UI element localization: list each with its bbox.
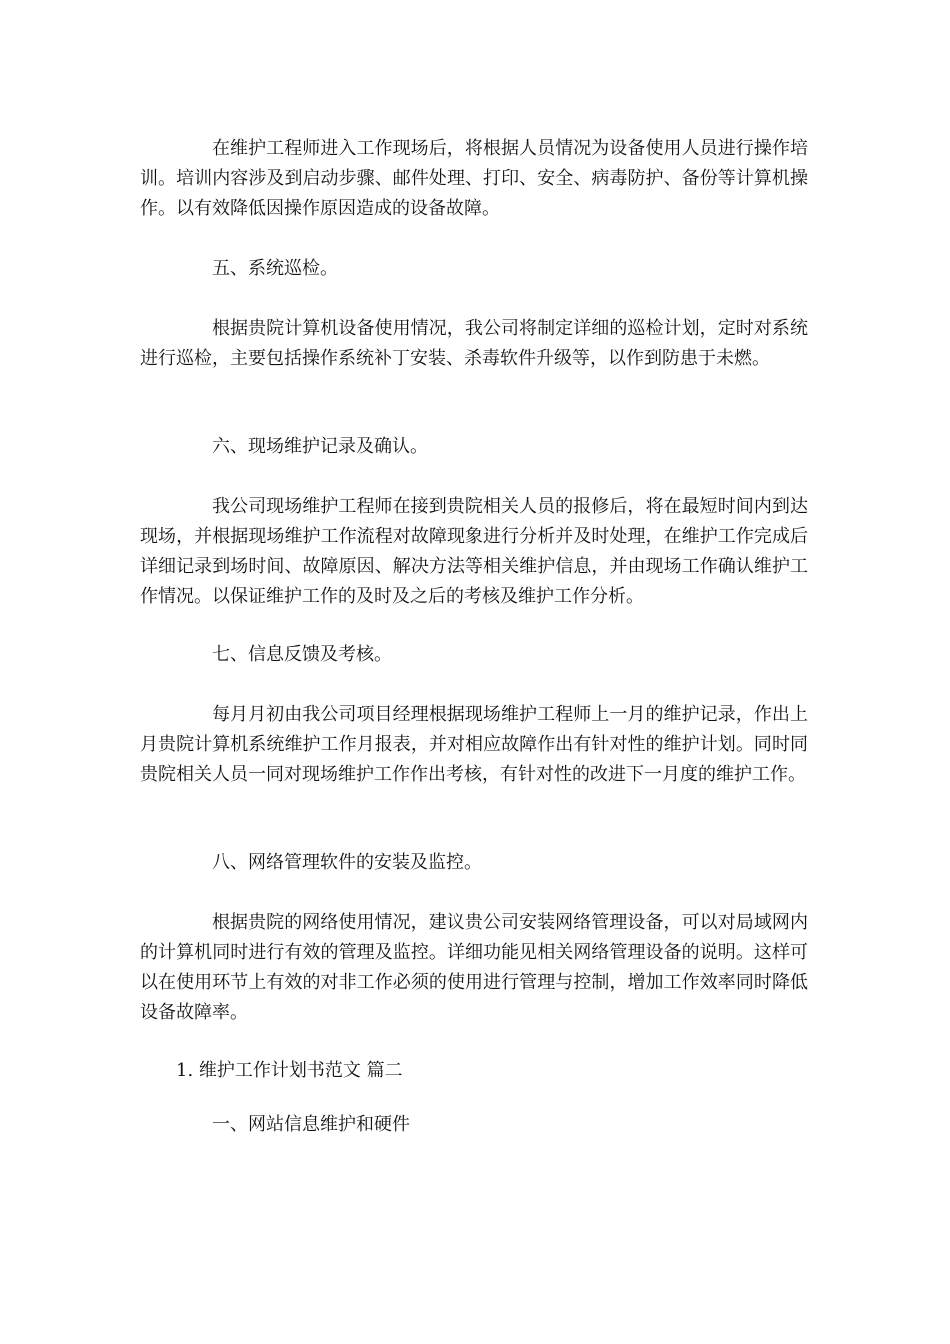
heading-system-inspection: 五、系统巡检。 [212,258,338,279]
heading-feedback-assessment: 七、信息反馈及考核。 [212,644,392,665]
heading-website-maintenance: 一、网站信息维护和硬件 [212,1114,410,1135]
paragraph-operation-training: 在维护工程师进入工作现场后，将根据人员情况为设备使用人员进行操作培训。培训内容涉及到启动步骤、邮件处理、打印、安全、病毒防护、备份等计算机操作。以有效降低因操作原因造成的设备故障。 [140,138,808,219]
paragraph-system-inspection: 根据贵院计算机设备使用情况，我公司将制定详细的巡检计划，定时对系统进行巡检，主要包括操作系统补丁安装、杀毒软件升级等，以作到防患于未燃。 [140,318,808,369]
paragraph-network-management: 根据贵院的网络使用情况，建议贵公司安装网络管理设备，可以对局域网内的计算机同时进行有效的管理及监控。详细功能见相关网络管理设备的说明。这样可以在使用环节上有效的对非工作必须的使用进行管理与控制，增加工作效率同时降低设备故障率。 [140,912,808,1023]
heading-onsite-record: 六、现场维护记录及确认。 [212,436,428,457]
paragraph-feedback-assessment: 每月月初由我公司项目经理根据现场维护工程师上一月的维护记录，作出上月贵院计算机系统维护工作月报表，并对相应故障作出有针对性的维护计划。同时同贵院相关人员一同对现场维护工作作出考核，有针对性的改进下一月度的维护工作。 [140,704,808,785]
heading-network-management: 八、网络管理软件的安装及监控。 [212,852,482,873]
section-title-part-two: 1. 维护工作计划书范文 篇二 [176,1060,403,1081]
paragraph-onsite-record: 我公司现场维护工程师在接到贵院相关人员的报修后，将在最短时间内到达现场，并根据现场维护工作流程对故障现象进行分析并及时处理，在维护工作完成后详细记录到场时间、故障原因、解决方法等相关维护信息，并由现场工作确认维护工作情况。以保证维护工作的及时及之后的考核及维护工作分析。 [140,496,808,607]
